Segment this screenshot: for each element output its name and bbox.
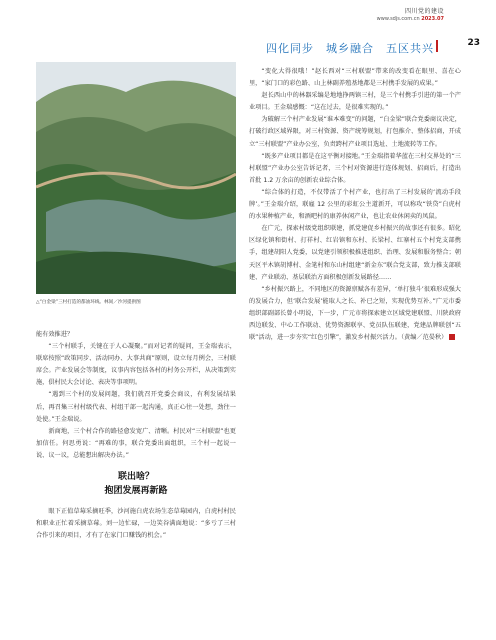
subheading <box>36 470 236 498</box>
left-paragraph-5: 眼下正值草莓采摘旺季，沙河施白虎农场生态草莓园内，白虎村村民和职业正忙着采摘草莓。刘一边忙碌，一边笑谷满面地说：“多亏了三村合作引来的项目，才有了在家门口赚钱的机会。” <box>36 508 236 540</box>
section-divider <box>436 40 438 52</box>
photo-caption: △“白金梁”三村打造的都油环线。林间／沙河提供图 <box>36 300 141 305</box>
byline: （黄编／范晏秋） <box>400 334 448 342</box>
right-text-column <box>249 66 461 344</box>
right-paragraph-7 <box>249 284 461 344</box>
site-url: www.sdjs.com.cn <box>376 16 420 22</box>
right-paragraph-4: “既多产业项目都是在这平衡对接地。”王金瑞指着华蓝在三村交界处的“三村联盟”产业办公室告诉记者，三个村对资源进行连体规划、招商后，打造出首批 1.2 万余亩的创新农业综合体。 <box>249 152 461 184</box>
subheading-line-2: 抱团发展再新路 <box>104 486 168 497</box>
right-paragraph-3: 为破解三个村产业发展“谁本难变”的问题，“白金梁”联合党委商议决定，打破行政区域界限，对三村资源、资产统筹规划，打包推介、整体招商，开成立“三村联盟”产业办公室，负责跨村产业项目选址、土地流转等工作。 <box>249 116 461 148</box>
magazine-brand <box>377 6 444 22</box>
left-paragraph-2: “三个村联手，关键在于人心凝聚。”而对记者的疑问，王金瑞表示，联席按照“政策同步、活动同办、大事共商”原则，设立每月例会，三村联席会。产业发展会等制度，议事内容包括各村的村务公开栏，从决策到实施，俱村民大会讨论、表决等事项明。 <box>36 343 236 387</box>
right-paragraph-2: 赵长西山中的林器采编是地地挣两镇三村，是三个村携手引进的第一个产业项目。王金瑞感慨：“这在过去，是很难实现的。” <box>249 92 461 112</box>
issue-number: 2023.07 <box>421 16 444 22</box>
magazine-site <box>377 16 444 22</box>
right-paragraph-1: “变化大得很哦！”赵长西对“三村联盟”带来的改变看在眼里、喜在心里，“家门口的彩色路、山上林副养殖基地都是三村携手发展的成果。” <box>249 68 461 88</box>
magazine-name: 四川党的建设 <box>404 8 444 15</box>
page-header <box>0 0 496 62</box>
aerial-landscape-photo <box>36 62 236 294</box>
page-number: 23 <box>467 38 480 48</box>
right-paragraph-6: 在广元，探索村级党组织联建，抓党建促乡村振兴的故事还有很多。昭化区绿化镇和街村、打祥村、红岩镇和东村、长梁村、红寨村五个村党支部携手，组建胡阳人党委，以党建引领积极推进组织、治理、发展和服务整合；朝天区平木镇胡博村、金笔村和东山村组建“新金东”联合党支部，致力推支部联建、产业联动、基层联治方面积极创新发展路径…… <box>249 225 461 281</box>
left-paragraph-3: “遇到三个村的发展问题，我们就召开党委会商议，有利发展结果后，再召集三村村级代表、村组干部一起沟通，真正心往一处想，劲往一处使。”王金瑞说。 <box>36 391 236 423</box>
article-end-icon <box>449 334 455 340</box>
subheading-line-1: 联出啥？ <box>117 472 154 483</box>
left-text-column <box>36 329 236 542</box>
left-paragraph-1: 能有效推进？ <box>36 331 74 338</box>
left-paragraph-4: 新商地，三个村合作的路径愈发宽广、清晰。村民对“三村联盟”也更加信任。何思勇说：“再难的事，联合党委出面组织，三个村一起说一说、议一议，总能想出解决办法。” <box>36 427 236 459</box>
right-paragraph-7-text: “乡村振兴路上，不同地区的资源禀赋各有差异，‘单打独斗’很难形成强大的发展合力，但‘联合发展’能取人之长、补已之短，实现优势互补。”广元市委组织部副部长曾小明说，下一步，广元市将探索建立区域党建联盟、川陕政府西边联发、中心工作联动、优势资源联享、党员队伍联建，党建品牌联创“五联”活动，进一步夯实“红色引擎”，激发乡村振兴活力。 <box>249 285 461 342</box>
right-paragraph-5: “综合体的打造，不仅带活了个村产业，也打出了三村发展的‘流动手段牌’。”王金瑞介绍，联雇 12 公里的彩虹公主道新开，可以称攻“铁贷”白虎村的水果种植产业，和酒吧村的康养休闲产业，也让农业休闲卖的凤鼠。 <box>249 188 461 221</box>
section-title: 四化同步 城乡融合 五区共兴 <box>266 42 434 55</box>
